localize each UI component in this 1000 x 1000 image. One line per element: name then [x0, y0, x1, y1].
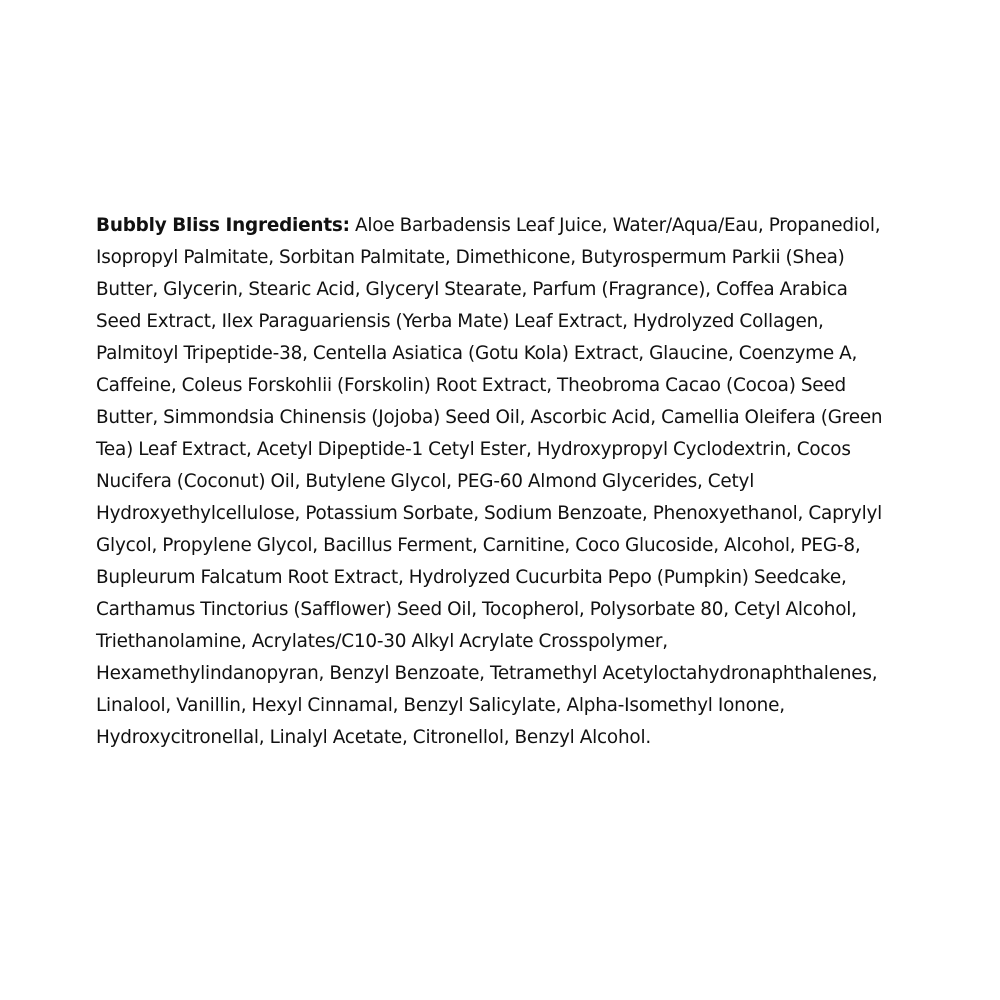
ingredients-paragraph [96, 210, 896, 754]
ingredients-label: Bubbly Bliss Ingredients: [96, 215, 350, 236]
ingredients-list: Aloe Barbadensis Leaf Juice, Water/Aqua/Eau, Propanediol, Isopropyl Palmitate, Sorbitan Palmitate, Dimethicone, Butyrospermum Parkii (Shea) Butter, Glycerin, Stearic Acid, Glyceryl Stearate, Parfum (Fragrance), Coffea Arabica Seed Extract, Ilex Paraguariensis (Yerba Mate) Leaf Extract, Hydrolyzed Collagen, Palmitoyl Tripeptide-38, Centella Asiatica (Gotu Kola) Extract, Glaucine, Coenzyme A, Caffeine, Coleus Forskohlii (Forskolin) Root Extract, Theobroma Cacao (Cocoa) Seed Butter, Simmondsia Chinensis (Jojoba) Seed Oil, Ascorbic Acid, Camellia Oleifera (Green Tea) Leaf Extract, Acetyl Dipeptide-1 Cetyl Ester, Hydroxypropyl Cyclodextrin, Cocos Nucifera (Coconut) Oil, Butylene Glycol, PEG-60 Almond Glycerides, Cetyl Hydroxyethylcellulose, Potassium Sorbate, Sodium Benzoate, Phenoxyethanol, Caprylyl Glycol, Propylene Glycol, Bacillus Ferment, Carnitine, Coco Glucoside, Alcohol, PEG-8, Bupleurum Falcatum Root Extract, Hydrolyzed Cucurbita Pepo (Pumpkin) Seedcake, Carthamus Tinctorius (Safflower) Seed Oil, Tocopherol, Polysorbate 80, Cetyl Alcohol, Triethanolamine, Acrylates/C10-30 Alkyl Acrylate Crosspolymer, Hexamethylindanopyran, Benzyl Benzoate, Tetramethyl Acetyloctahydronaphthalenes, Linalool, Vanillin, Hexyl Cinnamal, Benzyl Salicylate, Alpha-Isomethyl Ionone, Hydroxycitronellal, Linalyl Acetate, Citronellol, Benzyl Alcohol. [96, 215, 883, 748]
